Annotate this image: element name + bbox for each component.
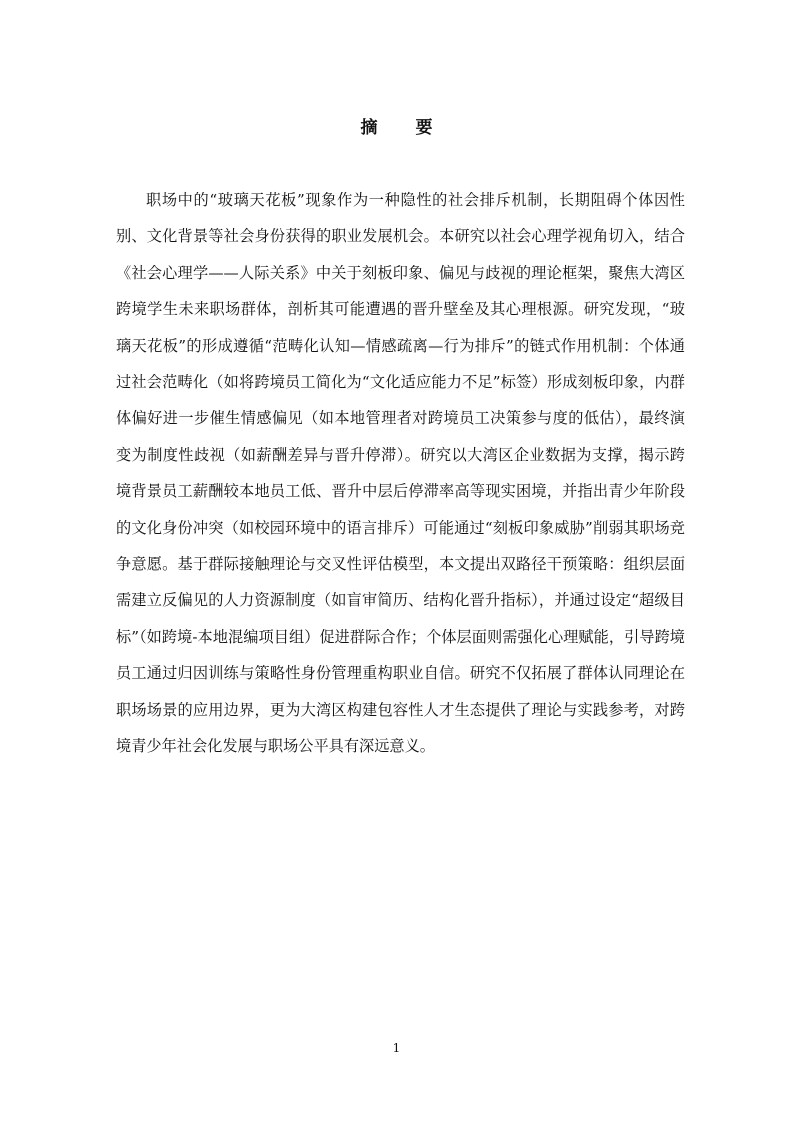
abstract-title: 摘 要 [360, 118, 449, 138]
abstract-body: 职场中的“玻璃天花板”现象作为一种隐性的社会排斥机制，长期阻碍个体因性别、文化背景等社会身份获得的职业发展机会。本研究以社会心理学视角切入，结合《社会心理学——人际关系》中关于刻板印象、偏见与歧视的理论框架，聚焦大湾区跨境学生未来职场群体，剖析其可能遭遇的晋升壁垒及其心理根源。研究发现，“玻璃天花板”的形成遵循“范畴化认知—情感疏离—行为排斥”的链式作用机制：个体通过社会范畴化（如将跨境员工简化为“文化适应能力不足”标签）形成刻板印象，内群体偏好进一步催生情感偏见（如本地管理者对跨境员工决策参与度的低估），最终演变为制度性歧视（如薪酬差异与晋升停滞）。研究以大湾区企业数据为支撑，揭示跨境背景员工薪酬较本地员工低、晋升中层后停滞率高等现实困境，并指出青少年阶段的文化身份冲突（如校园环境中的语言排斥）可能通过“刻板印象威胁”削弱其职场竞争意愿。基于群际接触理论与交叉性评估模型，本文提出双路径干预策略：组织层面需建立反偏见的人力资源制度（如盲审简历、结构化晋升指标），并通过设定“超级目标”（如跨境-本地混编项目组）促进群际合作；个体层面则需强化心理赋能，引导跨境员工通过归因训练与策略性身份管理重构职业自信。研究不仅拓展了群体认同理论在职场场景的应用边界，更为大湾区构建包容性人才生态提供了理论与实践参考，对跨境青少年社会化发展与职场公平具有深远意义。 [116, 191, 685, 756]
page-number: 1 [392, 1041, 401, 1055]
